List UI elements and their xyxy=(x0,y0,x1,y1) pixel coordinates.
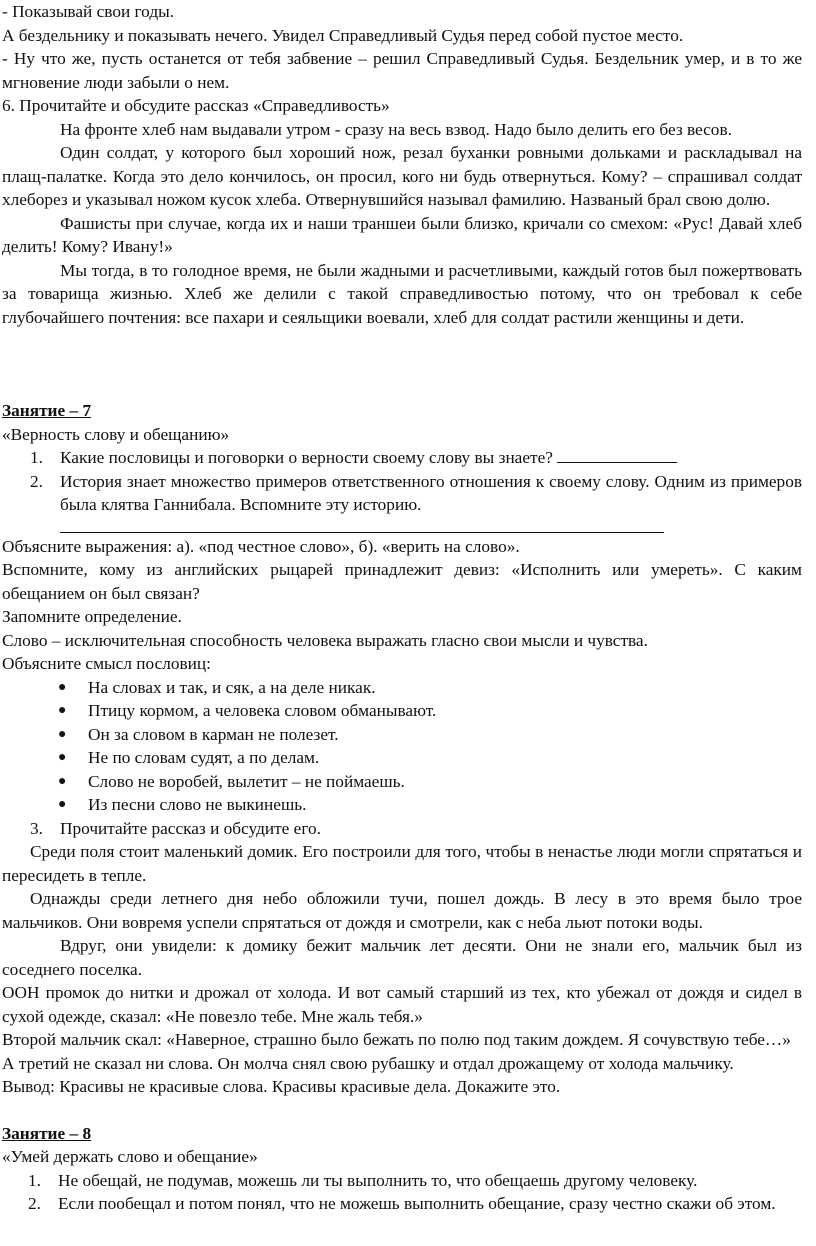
story-paragraph: А третий не сказал ни слова. Он молча снял свою рубашку и отдал дрожащему от холода мальчику. xyxy=(2,1053,734,1073)
proverb-list xyxy=(2,676,802,817)
story-paragraph: Вдруг, они увидели: к домику бежит мальчик лет десяти. Они не знали его, мальчик был из соседнего поселка. xyxy=(2,936,802,979)
bullet-icon: ● xyxy=(58,773,67,789)
numbered-item xyxy=(2,817,802,841)
text-line: Запомните определение. xyxy=(2,607,182,626)
item-text: Не обещай, не подумав, можешь ли ты выполнить то, что обещаешь другому человеку. xyxy=(58,1170,698,1190)
task-heading: 6. Прочитайте и обсудите рассказ «Справедливость» xyxy=(2,96,390,115)
list-item: ● Он за словом в карман не полезет. xyxy=(2,723,802,747)
text-line: Вспомните, кому из английских рыцарей принадлежит девиз: «Исполнить или умереть». С каким обещанием он был связан? xyxy=(2,560,802,603)
bullet-icon: ● xyxy=(58,797,67,812)
answer-line xyxy=(60,531,664,533)
lesson-7-subtitle: «Верность слову и обещанию» xyxy=(2,424,230,444)
list-item: ● На словах и так, и сяк, а на деле никак. xyxy=(2,676,802,700)
text-line: А бездельнику и показывать нечего. Увидел Справедливый Судья перед собой пустое место. xyxy=(2,25,684,45)
item-number: 1. xyxy=(30,448,43,467)
text-line: Объясните смысл пословиц: xyxy=(2,654,211,673)
item-text: Прочитайте рассказ и обсудите его. xyxy=(60,818,321,838)
story-paragraph: На фронте хлеб нам выдавали утром - сразу на весь взвод. Надо было делить его без весов. xyxy=(60,119,732,139)
story-paragraph: Однажды среди летнего дня небо обложили тучи, пошел дождь. В лесу в это время было трое мальчиков. Они вовремя успели спрятаться от дождя и смотрели, как с неба льют потоки воды. xyxy=(2,889,802,932)
item-number: 2. xyxy=(30,471,43,491)
story-paragraph: Второй мальчик скал: «Наверное, страшно было бежать по полю под таким дождем. Я сочувствую тебе…» xyxy=(2,1030,791,1049)
dialogue-line: - Показывай свои годы. xyxy=(2,2,175,21)
story-paragraph: Среди поля стоит маленький домик. Его построили для того, чтобы в ненастье люди могли спрятаться и пересидеть в тепле. xyxy=(2,842,802,885)
numbered-item xyxy=(2,1192,802,1216)
item-text: Какие пословицы и поговорки о верности своему слову вы знаете? xyxy=(60,448,553,467)
lesson-8-subtitle: «Умей держать слово и обещание» xyxy=(2,1147,258,1166)
list-item: ● Не по словам судят, а по делам. xyxy=(2,746,802,770)
bullet-icon: ● xyxy=(58,726,67,742)
lesson-7-title: Занятие – 7 xyxy=(2,401,92,420)
story-paragraph: Мы тогда, в то голодное время, не были жадными и расчетливыми, каждый готов был пожертвовать за товарища жизнью. Хлеб же делили с такой справедливостью потому, что он требовал к себе глубочайшего почтения: все пахари и сеяльщики воевали, хлеб для солдат растили женщины и дети. xyxy=(2,260,802,327)
story-paragraph: Один солдат, у которого был хороший нож, резал буханки ровными дольками и раскладывал на плащ-палатке. Когда это дело кончилось, он просил, кого ни будь отвернуться. Кому? – спрашивал солдат хлеборез и указывал ножом кусок хлеба. Отвернувшийся называл фамилию. Названый брал свою долю. xyxy=(2,143,802,209)
answer-blank xyxy=(557,446,677,463)
item-text: История знает множество примеров ответственного отношения к своему слову. Одним из примеров была клятва Ганнибала. Вспомните эту историю. xyxy=(60,471,802,514)
dialogue-line: - Ну что же, пусть останется от тебя забвение – решил Справедливый Судья. Бездельник умер, и в то же мгновение люди забыли о нем. xyxy=(2,49,802,92)
numbered-item xyxy=(2,1169,802,1193)
item-number: 1. xyxy=(28,1170,41,1190)
bullet-icon: ● xyxy=(58,750,67,765)
text-line: Объясните выражения: а). «под честное слово», б). «верить на слово». xyxy=(2,536,520,556)
conclusion: Вывод: Красивы не красивые слова. Красивы красивые дела. Докажите это. xyxy=(2,1077,561,1096)
numbered-item xyxy=(2,446,802,470)
item-number: 2. xyxy=(28,1194,41,1213)
story-paragraph: Фашисты при случае, когда их и наши траншеи были близко, кричали со смехом: «Рус! Давай хлеб делить! Кому? Ивану!» xyxy=(2,213,802,256)
list-item: ● Птицу кормом, а человека словом обманывают. xyxy=(2,699,802,723)
item-number: 3. xyxy=(30,818,43,838)
bullet-icon: ● xyxy=(58,703,67,718)
bullet-icon: ● xyxy=(58,679,67,695)
list-item: ● Слово не воробей, вылетит – не поймаешь. xyxy=(2,770,802,794)
story-paragraph: ООН промок до нитки и дрожал от холода. И вот самый старший из тех, кто убежал от дождя и сидел в сухой одежде, сказал: «Не повезло тебе. Мне жаль тебя.» xyxy=(2,983,802,1026)
item-text: Если пообещал и потом понял, что не можешь выполнить обещание, сразу честно скажи об этом. xyxy=(58,1194,776,1213)
list-item: ● Из песни слово не выкинешь. xyxy=(2,793,802,817)
lesson-8-title: Занятие – 8 xyxy=(2,1123,92,1143)
numbered-item xyxy=(2,470,802,517)
definition: Слово – исключительная способность человека выражать гласно свои мысли и чувства. xyxy=(2,630,648,650)
